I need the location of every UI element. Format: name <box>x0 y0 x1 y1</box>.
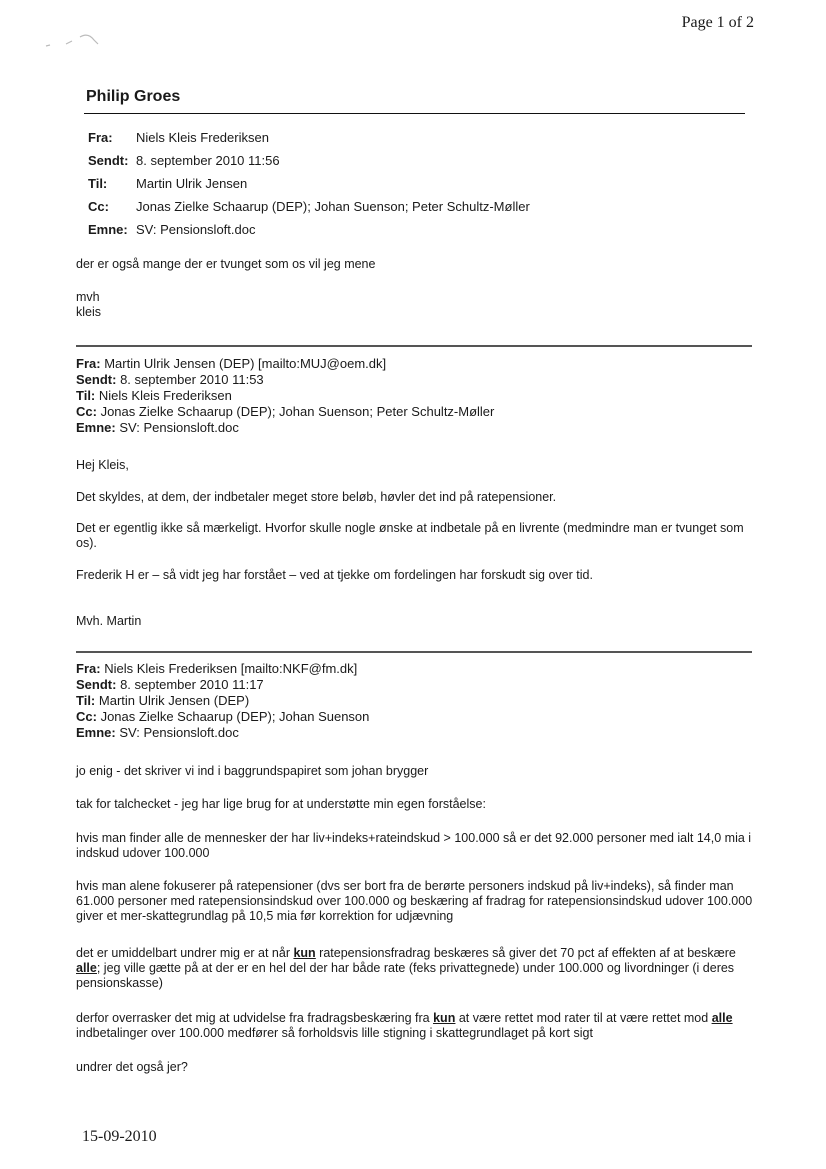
subject-value: SV: Pensionsloft.doc <box>136 222 256 237</box>
mail3-paragraph: hvis man alene fokuserer på ratepensioner (dvs ser bort fra de berørte personers indskud på liv+indeks), så finder man 61.000 personer med ratepensionsindskud over 100.000 og beskæring af fradrag for ratepensionsindskud udover 100.000 giver et mer-skattegrundlag på 10,5 mia før korrektion for udjævning <box>76 879 753 923</box>
header-row-sent <box>88 149 530 172</box>
mail3-cc-row: Cc: Jonas Zielke Schaarup (DEP); Johan Suenson <box>76 709 370 724</box>
message-separator <box>76 345 752 347</box>
top-mail-header <box>88 126 530 241</box>
cc-label: Cc: <box>88 199 109 214</box>
top-mail-body-line: der er også mange der er tvunget som os vil jeg mene <box>76 257 376 271</box>
mail2-greeting: Hej Kleis, <box>76 458 129 472</box>
mail2-paragraph: Det skyldes, at dem, der indbetaler meget store beløb, høvler det ind på ratepensioner. <box>76 490 557 504</box>
from-label: Fra: <box>88 130 113 145</box>
scan-smudge <box>40 28 110 50</box>
mail3-header <box>76 661 369 741</box>
cc-value: Jonas Zielke Schaarup (DEP); Johan Suenson; Peter Schultz-Møller <box>136 199 530 214</box>
message-separator <box>76 651 752 653</box>
subject-label: Emne: <box>88 222 128 237</box>
mail2-header <box>76 356 494 436</box>
mail3-from-row: Fra: Niels Kleis Frederiksen [mailto:NKF@fm.dk] <box>76 661 358 676</box>
mail3-paragraph: tak for talchecket - jeg har lige brug for at understøtte min egen forståelse: <box>76 797 486 811</box>
mail3-paragraph: det er umiddelbart undrer mig er at når kun ratepensionsfradrag beskæres så giver det 70 pct af effekten af at beskære alle; jeg ville gætte på at der er en hel del der har både rate (feks privattegnede) under 100.000 og livordninger (i deres pensionskasse) <box>76 946 736 990</box>
emphasis-kun: kun <box>433 1011 456 1025</box>
header-row-subject <box>88 218 530 241</box>
emphasis-alle: alle <box>711 1011 733 1025</box>
from-value: Niels Kleis Frederiksen <box>136 130 269 145</box>
header-name: Philip Groes <box>86 88 181 105</box>
mail3-paragraph: undrer det også jer? <box>76 1060 188 1074</box>
mail3-to-row: Til: Martin Ulrik Jensen (DEP) <box>76 693 250 708</box>
emphasis-alle: alle <box>76 961 97 975</box>
mail2-subject-row: Emne: SV: Pensionsloft.doc <box>76 420 239 435</box>
header-row-cc <box>88 195 530 218</box>
mail2-paragraph: Frederik H er – så vidt jeg har forstået – ved at tjekke om fordelingen har forskudt sig over tid. <box>76 568 593 582</box>
mail3-subject-row: Emne: SV: Pensionsloft.doc <box>76 725 239 740</box>
top-mail-signature: kleis <box>76 305 102 319</box>
mail3-sent-row: Sendt: 8. september 2010 11:17 <box>76 677 264 692</box>
mail2-paragraph: Det er egentlig ikke så mærkeligt. Hvorfor skulle nogle ønske at indbetale på en livrente (medmindre man er tvunget som os). <box>76 521 744 550</box>
page-number: Page 1 of 2 <box>681 14 754 31</box>
mail2-signature: Mvh. Martin <box>76 614 142 628</box>
top-mail-signoff: mvh <box>76 290 100 304</box>
header-row-from <box>88 126 530 149</box>
mail3-paragraph: jo enig - det skriver vi ind i baggrundspapiret som johan brygger <box>76 764 429 778</box>
mail2-from-row: Fra: Martin Ulrik Jensen (DEP) [mailto:MUJ@oem.dk] <box>76 356 387 371</box>
emphasis-kun: kun <box>293 946 316 960</box>
footer-date: 15-09-2010 <box>82 1128 157 1145</box>
mail2-cc-row: Cc: Jonas Zielke Schaarup (DEP); Johan Suenson; Peter Schultz-Møller <box>76 404 495 419</box>
to-value: Martin Ulrik Jensen <box>136 176 248 191</box>
to-label: Til: <box>88 176 108 191</box>
mail2-to-row: Til: Niels Kleis Frederiksen <box>76 388 232 403</box>
title-rule <box>84 113 745 114</box>
mail3-paragraph: hvis man finder alle de mennesker der har liv+indeks+rateindskud > 100.000 så er det 92.000 personer med ialt 14,0 mia i indskud udover 100.000 <box>76 831 752 860</box>
mail3-paragraph: derfor overrasker det mig at udvidelse fra fradragsbeskæring fra kun at være rettet mod rater til at være rettet mod alle indbetalinger over 100.000 medfører så forholdsvis lille stigning i skattegrundlaget på kort sigt <box>76 1011 733 1040</box>
sent-label: Sendt: <box>88 153 129 168</box>
header-row-to <box>88 172 530 195</box>
mail2-sent-row: Sendt: 8. september 2010 11:53 <box>76 372 264 387</box>
sent-value: 8. september 2010 11:56 <box>136 153 280 168</box>
